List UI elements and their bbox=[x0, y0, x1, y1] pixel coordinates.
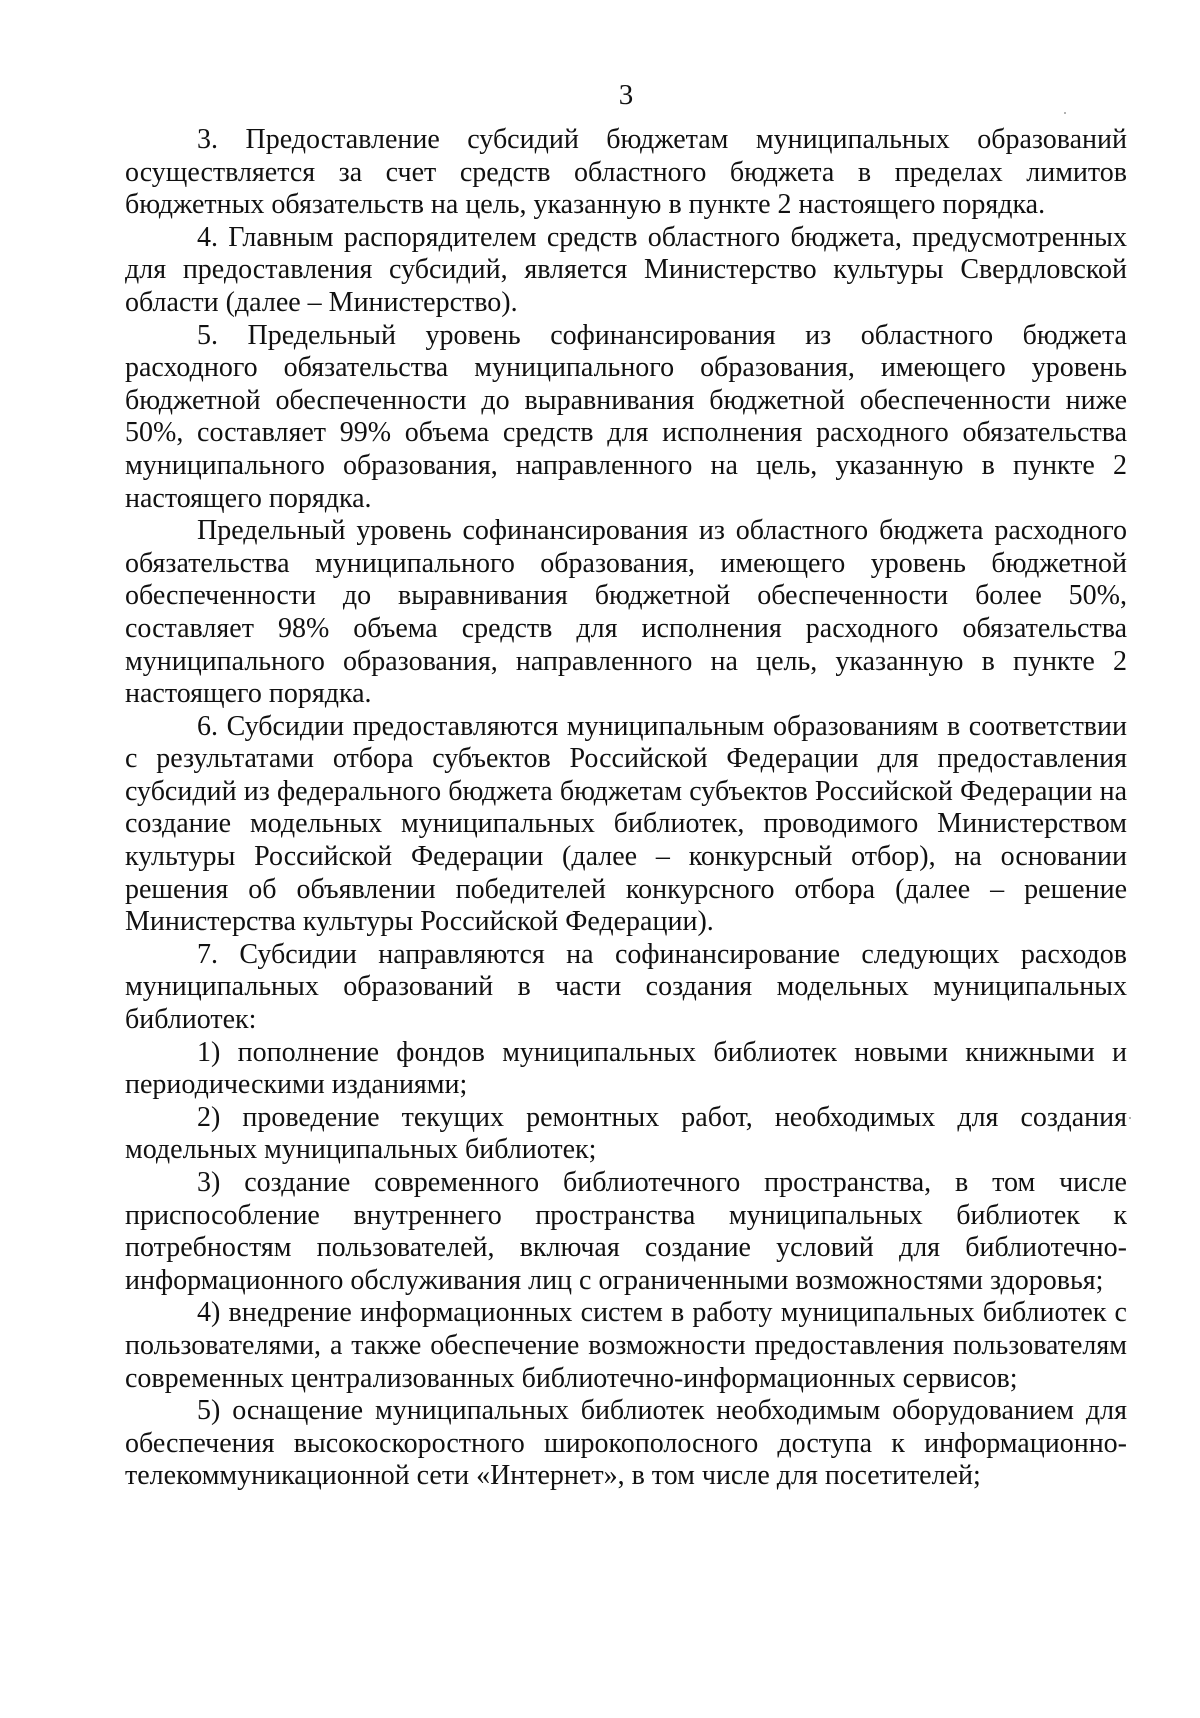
list-item-1: 1) пополнение фондов муниципальных библиотек новыми книжными и периодическими изданиями; bbox=[125, 1036, 1127, 1101]
paragraph-item-6: 6. Субсидии предоставляются муниципальным образованиям в соответствии с результатами отбора субъектов Российской Федерации для предоставления субсидий из федерального бюджета бюджетам субъектов Российской Федерации на создание модельных муниципальных библиотек, проводимого Министерством культуры Российской Федерации (далее – конкурсный отбор), на основании решения об объявлении победителей конкурсного отбора (далее – решение Министерства культуры Российской Федерации). bbox=[125, 710, 1127, 938]
scan-speck bbox=[1064, 112, 1066, 114]
list-item-3: 3) создание современного библиотечного пространства, в том числе приспособление внутреннего пространства муниципальных библиотек к потребностям пользователей, включая создание условий для библиотечно-информационного обслуживания лиц с ограниченными возможностями здоровья; bbox=[125, 1167, 1127, 1296]
list-item-4: 4) внедрение информационных систем в работу муниципальных библиотек с пользователями, а также обеспечение возможности предоставления пользователям современных централизованных библиотечно-информационных сервисов; bbox=[125, 1297, 1127, 1394]
paragraph-item-5-continued: Предельный уровень софинансирования из областного бюджета расходного обязательства муниципального образования, имеющего уровень бюджетной обеспеченности до выравнивания бюджетной обеспеченности более 50%, составляет 98% объема средств для исполнения расходного обязательства муниципального образования, направленного на цель, указанную в пункте 2 настоящего порядка. bbox=[125, 515, 1127, 710]
paragraph-item-7: 7. Субсидии направляются на софинансирование следующих расходов муниципальных образований в части создания модельных муниципальных библиотек: bbox=[125, 938, 1127, 1036]
list-item-2: 2) проведение текущих ремонтных работ, необходимых для создания модельных муниципальных библиотек; bbox=[125, 1101, 1127, 1166]
page-number: 3 bbox=[618, 79, 634, 111]
scan-speck bbox=[1129, 1117, 1131, 1119]
paragraph-item-5: 5. Предельный уровень софинансирования из областного бюджета расходного обязательства муниципального образования, имеющего уровень бюджетной обеспеченности до выравнивания бюджетной обеспеченности ниже 50%, составляет 99% объема средств для исполнения расходного обязательства муниципального образования, направленного на цель, указанную в пункте 2 настоящего порядка. bbox=[125, 319, 1127, 514]
paragraph-item-4: 4. Главным распорядителем средств областного бюджета, предусмотренных для предоставления субсидий, является Министерство культуры Свердловской области (далее – Министерство). bbox=[125, 221, 1127, 318]
list-item-5: 5) оснащение муниципальных библиотек необходимым оборудованием для обеспечения высокоскоростного широкополосного доступа к информационно-телекоммуникационной сети «Интернет», в том числе для посетителей; bbox=[125, 1395, 1127, 1492]
document-body bbox=[125, 124, 1127, 1493]
paragraph-item-3: 3. Предоставление субсидий бюджетам муниципальных образований осуществляется за счет средств областного бюджета в пределах лимитов бюджетных обязательств на цель, указанную в пункте 2 настоящего порядка. bbox=[125, 124, 1127, 221]
